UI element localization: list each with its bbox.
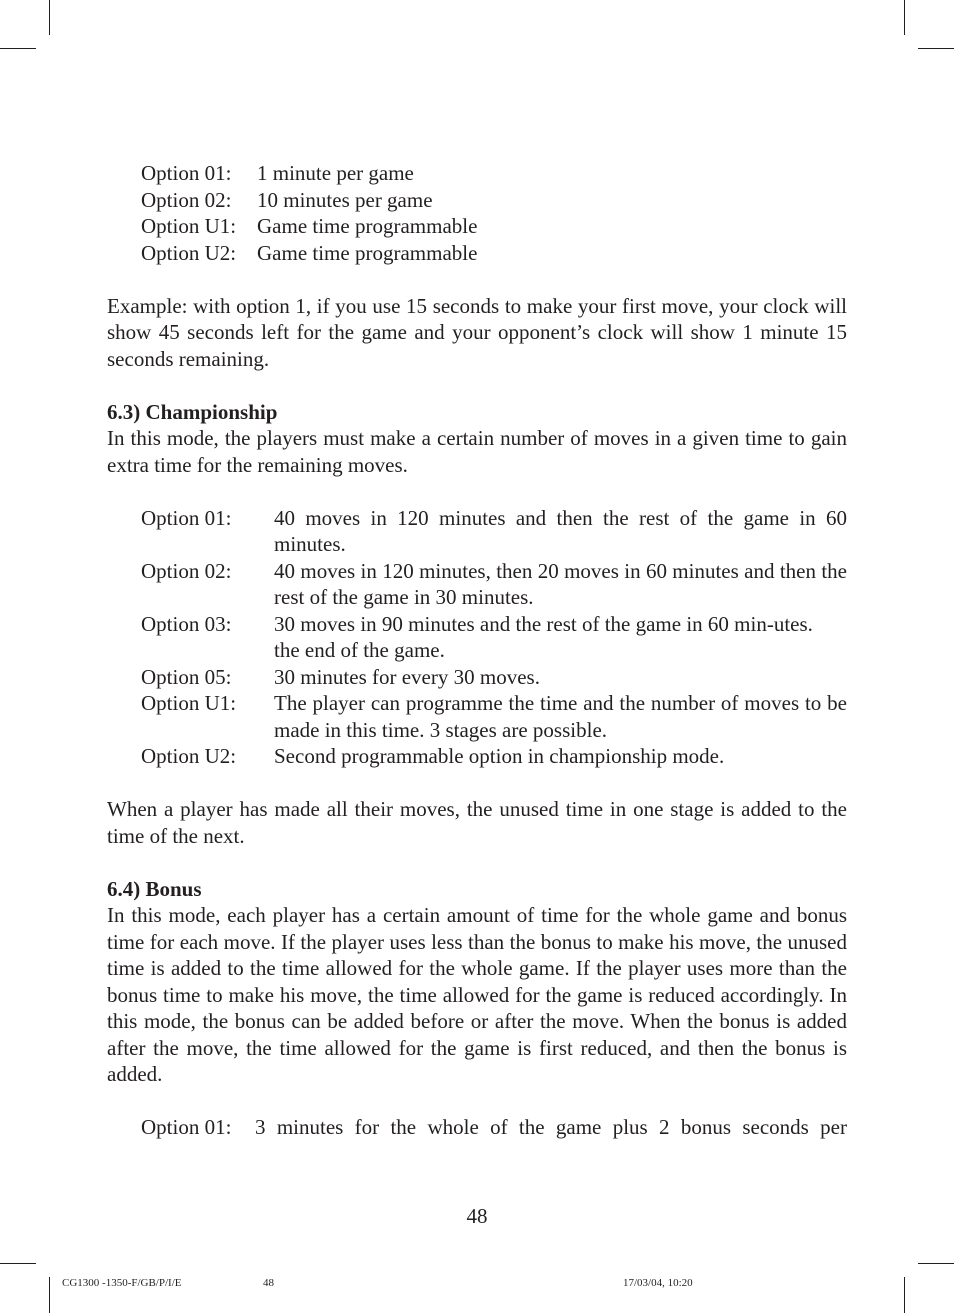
page-number: 48 — [466, 1204, 488, 1228]
footer-doc-code: CG1300 -1350-F/GB/P/I/E — [62, 1277, 182, 1289]
option-row — [141, 187, 847, 214]
option-text: 30 minutes for every 30 moves. — [274, 664, 540, 689]
option-row — [141, 690, 847, 743]
bonus-option-row — [141, 1114, 847, 1141]
option-row — [141, 664, 847, 691]
footer-timestamp: 17/03/04, 10:20 — [623, 1277, 693, 1289]
option-text: Game time programmable — [257, 240, 478, 265]
crop-mark-bottom-right-horizontal — [918, 1263, 954, 1264]
example-paragraph: Example: with option 1, if you use 15 seconds to make your first move, your clock will show 45 seconds left for the game and your opponent’s clock will show 1 minute 15 seconds remaining. — [107, 293, 847, 371]
option-label: Option U2: — [141, 744, 237, 768]
crop-mark-bottom-left-horizontal — [0, 1263, 36, 1264]
option-text: 3 minutes for the whole of the game plus 2 bonus seconds per — [255, 1115, 847, 1139]
bonus-heading: 6.4) Bonus — [107, 876, 202, 901]
option-text: 30 moves in 90 minutes and the rest of the game in 60 min-utes. — [274, 611, 813, 636]
option-row — [141, 558, 847, 611]
option-row — [141, 240, 847, 267]
option-text: Game time programmable — [257, 214, 478, 238]
time-per-game-options — [141, 160, 847, 266]
option-row — [141, 611, 847, 638]
crop-mark-top-left-vertical — [49, 0, 50, 35]
crop-mark-bottom-right-vertical — [904, 1277, 905, 1313]
crop-mark-bottom-left-vertical — [49, 1277, 50, 1313]
championship-options — [141, 505, 847, 770]
crop-mark-top-left-horizontal — [0, 48, 36, 49]
option-text: Second programmable option in championship mode. — [274, 744, 725, 768]
page-content — [107, 160, 847, 1141]
option-label: Option U1: — [141, 691, 237, 715]
option-row — [141, 213, 847, 240]
championship-intro: In this mode, the players must make a certain number of moves in a given time to gain extra time for the remaining moves. — [107, 426, 847, 477]
championship-heading: 6.3) Championship — [107, 399, 278, 424]
option-row — [141, 637, 847, 664]
option-label: Option 03: — [141, 611, 232, 636]
option-label: Option 01: — [141, 1115, 232, 1139]
option-label: Option U1: — [141, 214, 237, 238]
option-label — [141, 637, 274, 664]
option-text: the end of the game. — [274, 638, 445, 662]
option-text: 1 minute per game — [257, 161, 414, 185]
option-row — [141, 160, 847, 187]
footer-page: 48 — [263, 1277, 274, 1289]
crop-mark-top-right-vertical — [904, 0, 905, 35]
option-row — [141, 505, 847, 558]
crop-mark-top-right-horizontal — [918, 48, 954, 49]
option-label: Option 02: — [141, 187, 232, 212]
option-label: Option U2: — [141, 240, 237, 265]
option-label: Option 02: — [141, 558, 232, 583]
option-text: 40 moves in 120 minutes, then 20 moves in 60 minutes and then the rest of the game in 30 minutes. — [274, 558, 847, 609]
option-label: Option 01: — [141, 161, 232, 185]
option-label: Option 01: — [141, 505, 232, 530]
option-text: 10 minutes per game — [257, 187, 433, 212]
bonus-intro: In this mode, each player has a certain amount of time for the whole game and bonus time for each move. If the player uses less than the bonus to make his move, the unused time is added to the time allowed for the whole game. If the player uses more than the bonus time to make his move, the time allowed for the game is reduced accordingly. In this mode, the bonus can be added before or after the move. When the bonus is added after the move, the time allowed for the game is first reduced, and then the bonus is added. — [107, 903, 847, 1086]
championship-closing: When a player has made all their moves, the unused time in one stage is added to the time of the next. — [107, 797, 847, 848]
option-text: The player can programme the time and the number of moves to be made in this time. 3 stages are possible. — [274, 691, 847, 742]
option-label: Option 05: — [141, 664, 232, 689]
option-text: 40 moves in 120 minutes and then the rest of the game in 60 minutes. — [274, 505, 847, 556]
option-row — [141, 743, 847, 770]
